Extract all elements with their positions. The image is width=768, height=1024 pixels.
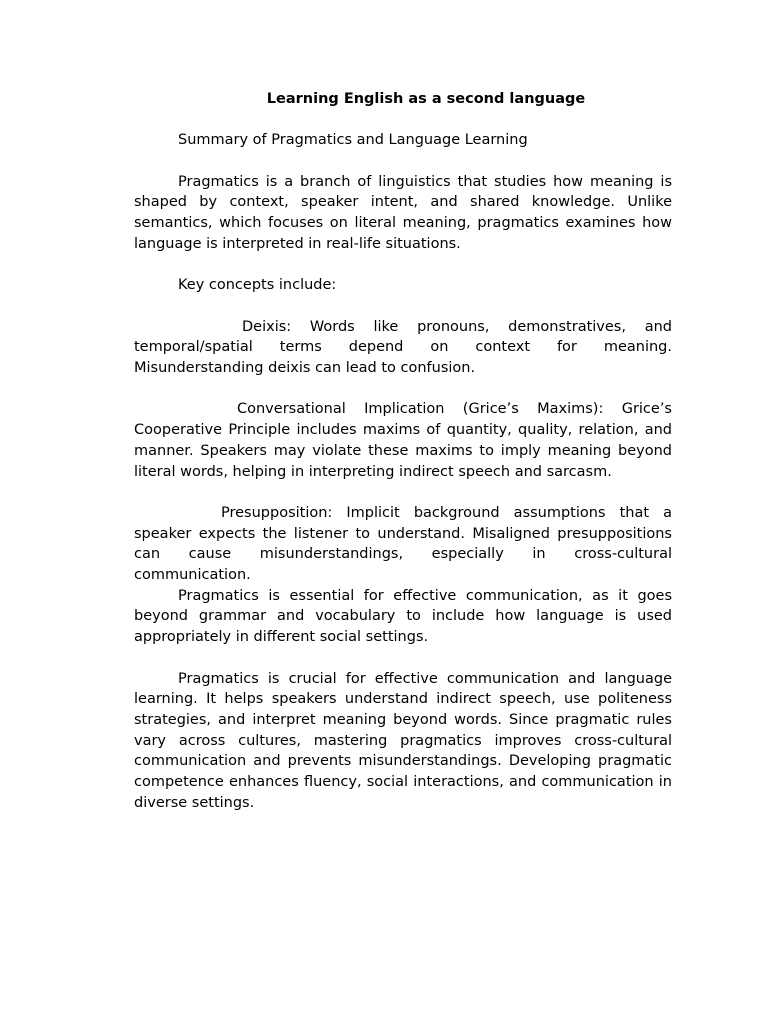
paragraph-gap (134, 482, 672, 503)
deixis-paragraph: Deixis: Words like pronouns, demonstratives, and temporal/spatial terms depend on context for meaning. Misunderstanding deixis can lead to confusion. (134, 318, 672, 377)
paragraph-gap (134, 648, 672, 669)
document-body (134, 89, 672, 814)
paragraph-gap (134, 255, 672, 276)
paragraph-gap (134, 296, 672, 317)
key-concepts-heading: Key concepts include: (178, 277, 337, 294)
document-subtitle: Summary of Pragmatics and Language Learning (178, 132, 528, 149)
paragraph-gap (134, 379, 672, 400)
document-title: Learning English as a second language (266, 91, 586, 107)
presupposition-paragraph: Presupposition: Implicit background assumptions that a speaker expects the listener to understand. Misaligned presuppositions can cause misunderstandings, especially in cross-cultural communication. (134, 504, 672, 584)
implicature-paragraph: Conversational Implication (Grice’s Maxims): Grice’s Cooperative Principle includes maxims of quantity, quality, relation, and manner. Speakers may violate these maxims to imply meaning beyond literal words, helping in interpreting indirect speech and sarcasm. (134, 401, 672, 480)
conclusion-paragraph: Pragmatics is crucial for effective communication and language learning. It helps speakers understand indirect speech, use politeness strategies, and interpret meaning beyond words. Since pragmatic rules vary across cultures, mastering pragmatics improves cross-cultural communication and prevents misunderstandings. Developing pragmatic competence enhances fluency, social interactions, and communication in diverse settings. (134, 670, 672, 811)
essential-paragraph: Pragmatics is essential for effective communication, as it goes beyond grammar and vocabulary to include how language is used appropriately in different social settings. (134, 587, 672, 646)
paragraph-gap (134, 151, 672, 172)
intro-paragraph: Pragmatics is a branch of linguistics that studies how meaning is shaped by context, speaker intent, and shared knowledge. Unlike semantics, which focuses on literal meaning, pragmatics examines how language is interpreted in real-life situations. (134, 173, 672, 252)
